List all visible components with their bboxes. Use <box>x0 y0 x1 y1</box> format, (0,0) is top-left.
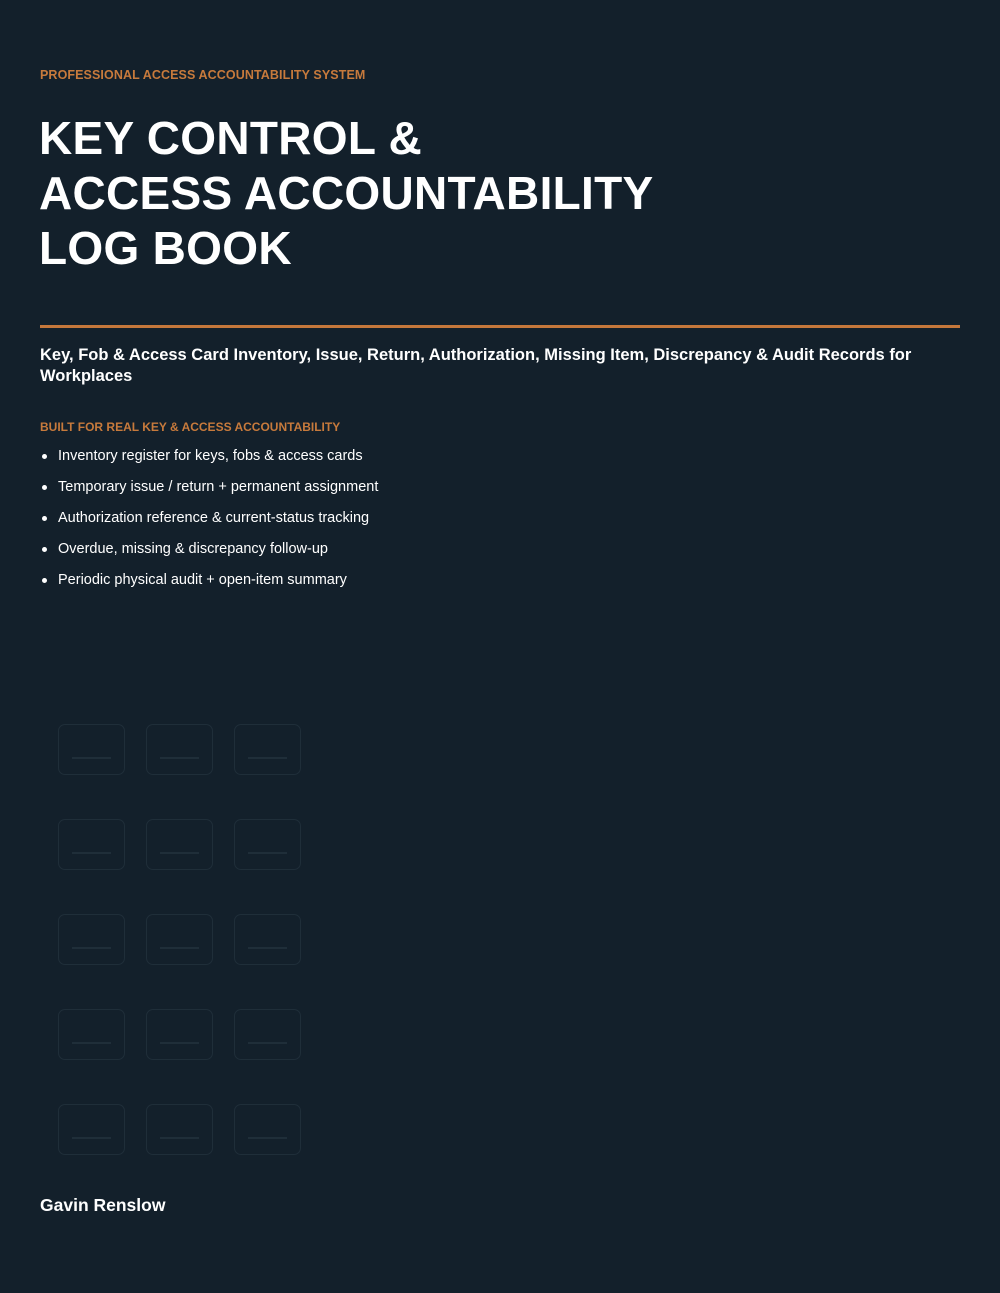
feature-item <box>40 508 378 539</box>
key-slot-icon <box>234 1104 301 1155</box>
author-name: Gavin Renslow <box>40 1195 166 1215</box>
key-slot-grid <box>58 724 301 1155</box>
feature-item <box>40 446 378 477</box>
key-slot-icon <box>58 1009 125 1060</box>
feature-text: Periodic physical audit + open-item summary <box>58 572 347 588</box>
key-slot-icon <box>58 914 125 965</box>
title-line-2: ACCESS ACCOUNTABILITY <box>39 167 654 219</box>
slot-label-line <box>72 757 111 759</box>
cover-subtitle: Key, Fob & Access Card Inventory, Issue, Return, Authorization, Missing Item, Discrepancy & Audit Records for Workplaces <box>40 346 912 385</box>
key-slot-icon <box>234 724 301 775</box>
cover-title <box>39 111 654 276</box>
slot-label-line <box>72 947 111 949</box>
key-slot-icon <box>146 1104 213 1155</box>
slot-label-line <box>160 1137 199 1139</box>
key-slot-icon <box>234 819 301 870</box>
slot-label-line <box>248 757 287 759</box>
title-line-3: LOG BOOK <box>39 222 292 274</box>
slot-label-line <box>248 1137 287 1139</box>
key-slot-icon <box>234 1009 301 1060</box>
feature-item <box>40 477 378 508</box>
slot-label-line <box>72 1042 111 1044</box>
key-slot-icon <box>58 1104 125 1155</box>
cover-kicker: PROFESSIONAL ACCESS ACCOUNTABILITY SYSTEM <box>40 68 366 82</box>
feature-text: Temporary issue / return + permanent assignment <box>58 479 379 495</box>
features-heading: BUILT FOR REAL KEY & ACCESS ACCOUNTABILITY <box>40 420 341 434</box>
feature-text: Authorization reference & current-status tracking <box>58 510 370 526</box>
bullet-icon <box>42 578 47 583</box>
slot-label-line <box>160 1042 199 1044</box>
bullet-icon <box>42 454 47 459</box>
key-slot-icon <box>146 724 213 775</box>
slot-label-line <box>72 852 111 854</box>
slot-label-line <box>160 852 199 854</box>
bullet-icon <box>42 547 47 552</box>
key-slot-icon <box>146 914 213 965</box>
slot-label-line <box>248 1042 287 1044</box>
title-line-1: KEY CONTROL & <box>39 112 423 164</box>
key-slot-icon <box>58 819 125 870</box>
slot-label-line <box>160 947 199 949</box>
slot-label-line <box>248 947 287 949</box>
slot-label-line <box>72 1137 111 1139</box>
slot-label-line <box>160 757 199 759</box>
bullet-icon <box>42 516 47 521</box>
key-slot-icon <box>146 819 213 870</box>
feature-text: Inventory register for keys, fobs & access cards <box>58 448 363 464</box>
bullet-icon <box>42 485 47 490</box>
key-slot-icon <box>234 914 301 965</box>
feature-item <box>40 539 378 570</box>
key-slot-icon <box>58 724 125 775</box>
key-slot-icon <box>146 1009 213 1060</box>
slot-label-line <box>248 852 287 854</box>
accent-divider <box>40 325 960 328</box>
feature-item <box>40 570 378 601</box>
feature-text: Overdue, missing & discrepancy follow-up <box>58 541 328 557</box>
feature-list <box>40 446 378 601</box>
